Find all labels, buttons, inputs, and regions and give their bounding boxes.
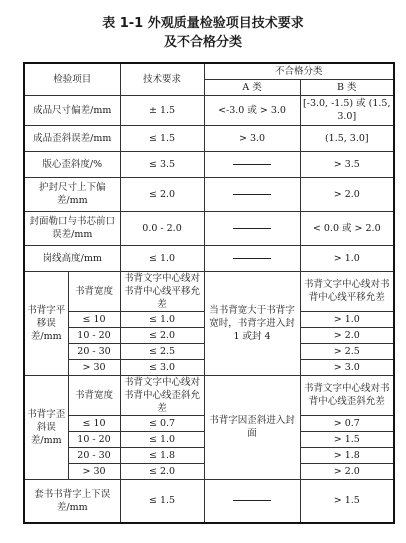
shift-label: 书背字平移误差/mm bbox=[24, 271, 68, 375]
row-b: (1.5, 3.0] bbox=[300, 125, 394, 151]
row-item: 封面勒口与书芯前口误差/mm bbox=[24, 211, 120, 245]
row-item: 版心歪斜度/% bbox=[24, 151, 120, 177]
skew-req: ≤ 1.8 bbox=[120, 447, 204, 463]
row-req: 0.0 - 2.0 bbox=[120, 211, 204, 245]
row-item: 成品尺寸偏差/mm bbox=[24, 95, 120, 125]
table-subtitle: 及不合格分类 bbox=[163, 35, 242, 50]
row-a-empty bbox=[204, 177, 300, 211]
skew-req: ≤ 1.0 bbox=[120, 431, 204, 447]
shift-req: ≤ 2.0 bbox=[120, 327, 204, 343]
shift-width-header: 书背宽度 bbox=[68, 271, 120, 311]
row-b: > 1.0 bbox=[300, 245, 394, 271]
row-b: < 0.0 或 > 2.0 bbox=[300, 211, 394, 245]
row-req: ≤ 1.0 bbox=[120, 245, 204, 271]
shift-a-note: 当书背宽大于书背字宽时，书背字进入封 1 或封 4 bbox=[204, 271, 300, 375]
dash-mark bbox=[233, 164, 271, 165]
row-req: ≤ 2.0 bbox=[120, 177, 204, 211]
shift-width: 20 - 30 bbox=[68, 343, 120, 359]
dash-mark bbox=[233, 194, 271, 195]
skew-width: > 30 bbox=[68, 463, 120, 479]
row-a-empty bbox=[204, 245, 300, 271]
header-class-a: A 类 bbox=[204, 79, 300, 95]
row-a: <-3.0 或 > 3.0 bbox=[204, 95, 300, 125]
dash-mark bbox=[233, 258, 271, 259]
last-b: > 1.5 bbox=[300, 479, 394, 523]
shift-b: > 2.5 bbox=[300, 343, 394, 359]
dash-mark bbox=[233, 500, 271, 501]
row-item: 护封尺寸上下偏差/mm bbox=[24, 177, 120, 211]
row-item: 岗线高度/mm bbox=[24, 245, 120, 271]
dash-mark bbox=[233, 228, 271, 229]
skew-b: > 1.8 bbox=[300, 447, 394, 463]
skew-width: 10 - 20 bbox=[68, 431, 120, 447]
table-title: 表 1-1 外观质量检验项目技术要求 bbox=[102, 16, 304, 31]
row-b: > 3.5 bbox=[300, 151, 394, 177]
shift-b-header: 书背文字中心线对书背中心线平移允差 bbox=[300, 271, 394, 311]
header-requirement: 技术要求 bbox=[120, 63, 204, 95]
shift-width: > 30 bbox=[68, 359, 120, 375]
shift-req: ≤ 2.5 bbox=[120, 343, 204, 359]
skew-b-header: 书背文字中心线对书背中心线歪斜允差 bbox=[300, 375, 394, 415]
shift-b: > 3.0 bbox=[300, 359, 394, 375]
skew-width: 20 - 30 bbox=[68, 447, 120, 463]
row-a-empty bbox=[204, 211, 300, 245]
last-a-empty bbox=[204, 479, 300, 523]
shift-req: ≤ 1.0 bbox=[120, 311, 204, 327]
shift-b: > 1.0 bbox=[300, 311, 394, 327]
shift-req: ≤ 3.0 bbox=[120, 359, 204, 375]
header-nonconform: 不合格分类 bbox=[204, 63, 394, 79]
row-a-empty bbox=[204, 151, 300, 177]
row-req: ± 1.5 bbox=[120, 95, 204, 125]
skew-label: 书背字歪斜误差/mm bbox=[24, 375, 68, 479]
shift-b: > 2.0 bbox=[300, 327, 394, 343]
skew-width-header: 书背宽度 bbox=[68, 375, 120, 415]
skew-a-note: 书背字因歪斜进入封面 bbox=[204, 375, 300, 479]
skew-req: ≤ 2.0 bbox=[120, 463, 204, 479]
shift-req-header: 书背文字中心线对书背中心线平移允差 bbox=[120, 271, 204, 311]
skew-req-header: 书背文字中心线对书背中心线歪斜允差 bbox=[120, 375, 204, 415]
skew-b: > 2.0 bbox=[300, 463, 394, 479]
header-item: 检验项目 bbox=[24, 63, 120, 95]
skew-b: > 1.5 bbox=[300, 431, 394, 447]
shift-width: 10 - 20 bbox=[68, 327, 120, 343]
quality-table bbox=[23, 62, 395, 524]
row-req: ≤ 1.5 bbox=[120, 125, 204, 151]
row-a: > 3.0 bbox=[204, 125, 300, 151]
shift-width: ≤ 10 bbox=[68, 311, 120, 327]
skew-b: > 0.7 bbox=[300, 415, 394, 431]
last-req: ≤ 1.5 bbox=[120, 479, 204, 523]
last-item: 套书书背字上下误差/mm bbox=[24, 479, 120, 523]
skew-width: ≤ 10 bbox=[68, 415, 120, 431]
row-b: > 2.0 bbox=[300, 177, 394, 211]
row-item: 成品歪斜误差/mm bbox=[24, 125, 120, 151]
row-req: ≤ 3.5 bbox=[120, 151, 204, 177]
header-class-b: B 类 bbox=[300, 79, 394, 95]
row-b: [-3.0, -1.5) 或 (1.5, 3.0] bbox=[300, 95, 394, 125]
skew-req: ≤ 0.7 bbox=[120, 415, 204, 431]
